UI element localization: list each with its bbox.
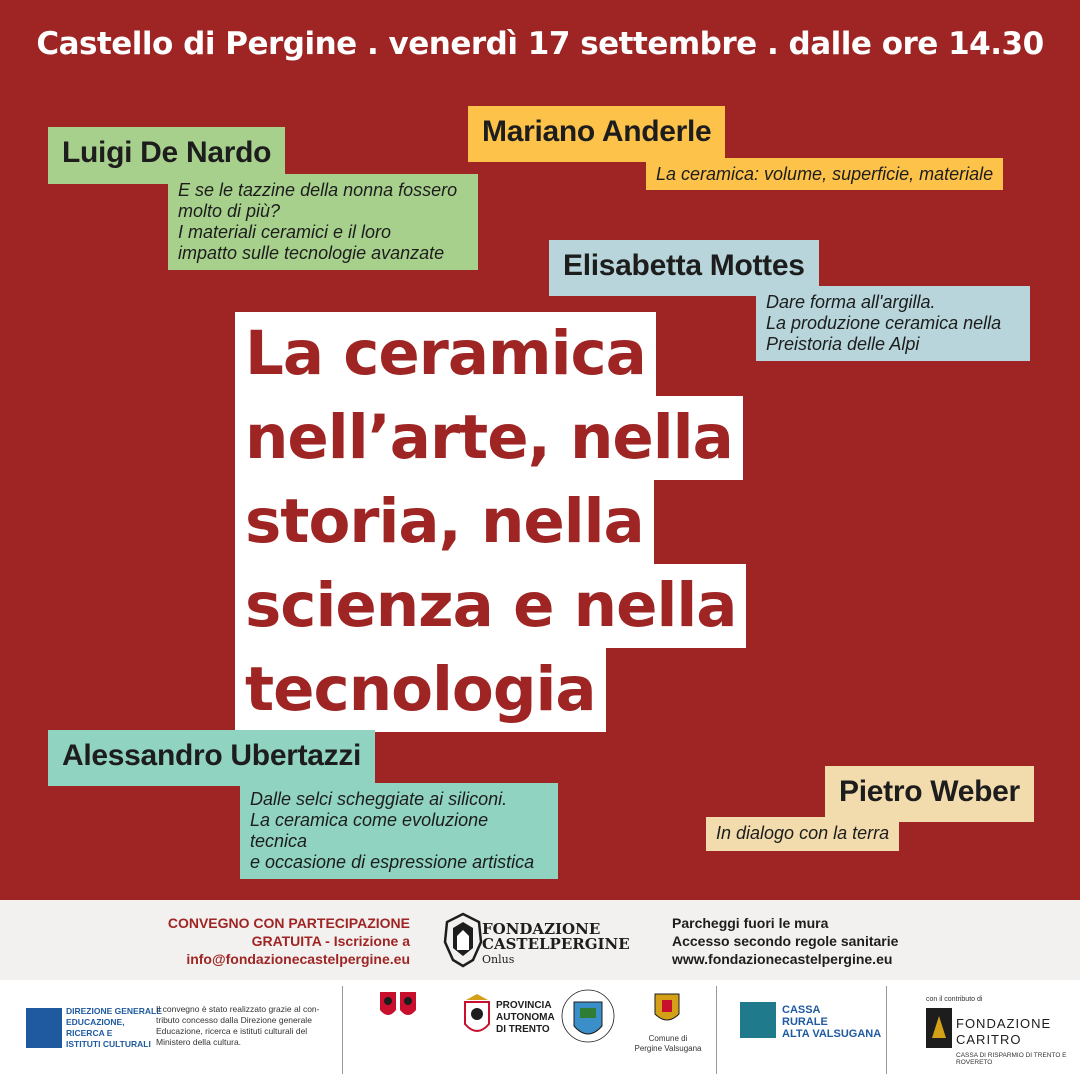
sponsor-divider [342,986,343,1074]
speaker-name-de-nardo: Luigi De Nardo [48,127,285,184]
event-title-line-2: nell’arte, nella [235,396,743,480]
speaker-name-mottes: Elisabetta Mottes [549,240,819,296]
event-title-line-1: La ceramica [235,312,656,396]
provincia-label: PROVINCIA AUTONOMA DI TRENTO [496,1000,555,1035]
registration-info: CONVEGNO CON PARTECIPAZIONE GRATUITA - Iscrizione a info@fondazionecastelpergine.eu [167,915,410,967]
sponsor-divider [886,986,887,1074]
caritro-contribution-label: con il contributo di [926,996,983,1003]
event-title-line-5: tecnologia [235,648,606,732]
comune-label: Comune di Pergine Valsugana [634,1034,702,1053]
fondazione-castelpergine-logo [443,912,483,974]
comunita-crest-icon [560,988,616,1048]
fondazione-name: FONDAZIONE CASTELPERGINE Onlus [482,920,630,966]
cassa-rurale-label: CASSA RURALE ALTA VALSUGANA [782,1004,882,1040]
caritro-emblem-icon [926,1008,952,1048]
mic-description: Il convegno è stato realizzato grazie al con- tributo concesso dalla Direzione generale Educazione, ricerca e istituti culturali del Ministero della cultura. [156,1004,320,1047]
sponsor-strip [0,980,1080,1080]
event-title-line-4: scienza e nella [235,564,746,648]
event-header: Castello di Pergine . venerdì 17 settembre . dalle ore 14.30 [36,26,1044,62]
sponsor-divider [716,986,717,1074]
event-title-line-3: storia, nella [235,480,654,564]
speaker-name-ubertazzi: Alessandro Ubertazzi [48,730,375,786]
caritro-subtitle: CASSA DI RISPARMIO DI TRENTO E ROVERETO [956,1052,1067,1066]
mic-label: DIREZIONE GENERALE EDUCAZIONE, RICERCA E ISTITUTI CULTURALI [66,1006,162,1049]
regione-crest-icon [378,990,418,1026]
talk-title-mottes: Dare forma all'argilla. La produzione ceramica nella Preistoria delle Alpi [756,286,1030,361]
comune-crest-icon [652,988,682,1028]
registration-email-link[interactable]: info@fondazionecastelpergine.eu [186,951,410,967]
speaker-name-weber: Pietro Weber [825,766,1034,822]
website-link[interactable]: www.fondazionecastelpergine.eu [672,951,893,967]
info-footer [0,900,1080,980]
speaker-name-anderle: Mariano Anderle [468,106,725,162]
access-info: Parcheggi fuori le mura Accesso secondo regole sanitarie www.fondazionecastelpergine.eu [672,915,899,967]
provincia-crest-icon [462,992,492,1040]
cassa-rurale-logo [740,1002,776,1038]
talk-title-anderle: La ceramica: volume, superficie, materiale [646,158,1003,190]
talk-title-de-nardo: E se le tazzine della nonna fossero molto di più? I materiali ceramici e il loro impatto sulle tecnologie avanzate [168,174,478,270]
mic-logo [26,1008,62,1048]
talk-title-ubertazzi: Dalle selci scheggiate ai siliconi. La ceramica come evoluzione tecnica e occasione di espressione artistica [240,783,558,879]
caritro-name: FONDAZIONE CARITRO [956,1016,1052,1047]
talk-title-weber: In dialogo con la terra [706,817,899,851]
